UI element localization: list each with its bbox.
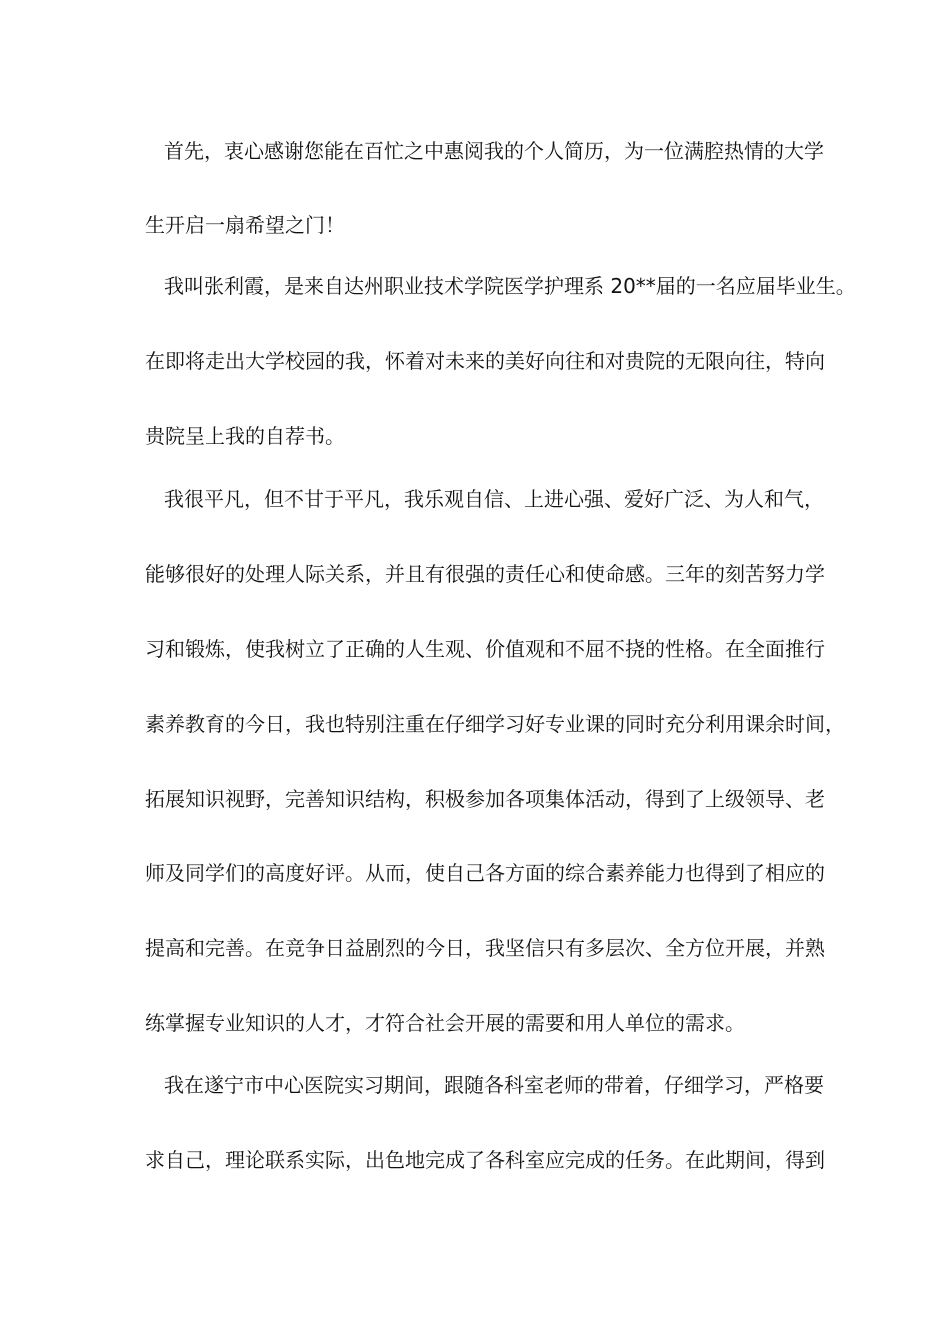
paragraph-4-line-1: 我在遂宁市中心医院实习期间，跟随各科室老师的带着，仔细学习，严格要 <box>164 1073 824 1097</box>
paragraph-3-line-1: 我很平凡，但不甘于平凡，我乐观自信、上进心强、爱好广泛、为人和气， <box>164 487 824 511</box>
paragraph-3-line-6: 师及同学们的高度好评。从而，使自己各方面的综合素养能力也得到了相应的 <box>145 861 825 885</box>
paragraph-4-line-2: 求自己，理论联系实际，出色地完成了各科室应完成的任务。在此期间，得到 <box>145 1148 825 1172</box>
paragraph-2-line-1: 我叫张利霞，是来自达州职业技术学院医学护理系 20**届的一名应届毕业生。 <box>164 274 856 298</box>
paragraph-3-line-3: 习和锻炼，使我树立了正确的人生观、价值观和不屈不挠的性格。在全面推行 <box>145 637 825 661</box>
paragraph-3-line-2: 能够很好的处理人际关系，并且有很强的责任心和使命感。三年的刻苦努力学 <box>145 562 825 586</box>
paragraph-3-line-4: 素养教育的今日，我也特别注重在仔细学习好专业课的同时充分利用课余时间， <box>145 712 845 736</box>
paragraph-1-line-2: 生开启一扇希望之门！ <box>145 213 345 237</box>
paragraph-3-line-7: 提高和完善。在竞争日益剧烈的今日，我坚信只有多层次、全方位开展，并熟 <box>145 936 825 960</box>
paragraph-1-line-1: 首先，衷心感谢您能在百忙之中惠阅我的个人简历，为一位满腔热情的大学 <box>164 139 824 163</box>
paragraph-3-line-5: 拓展知识视野，完善知识结构，积极参加各项集体活动，得到了上级领导、老 <box>145 787 825 811</box>
paragraph-2-line-2: 在即将走出大学校园的我，怀着对未来的美好向往和对贵院的无限向往，特向 <box>145 349 825 373</box>
paragraph-3-line-8: 练掌握专业知识的人才，才符合社会开展的需要和用人单位的需求。 <box>145 1011 745 1035</box>
paragraph-2-line-3: 贵院呈上我的自荐书。 <box>145 424 345 448</box>
